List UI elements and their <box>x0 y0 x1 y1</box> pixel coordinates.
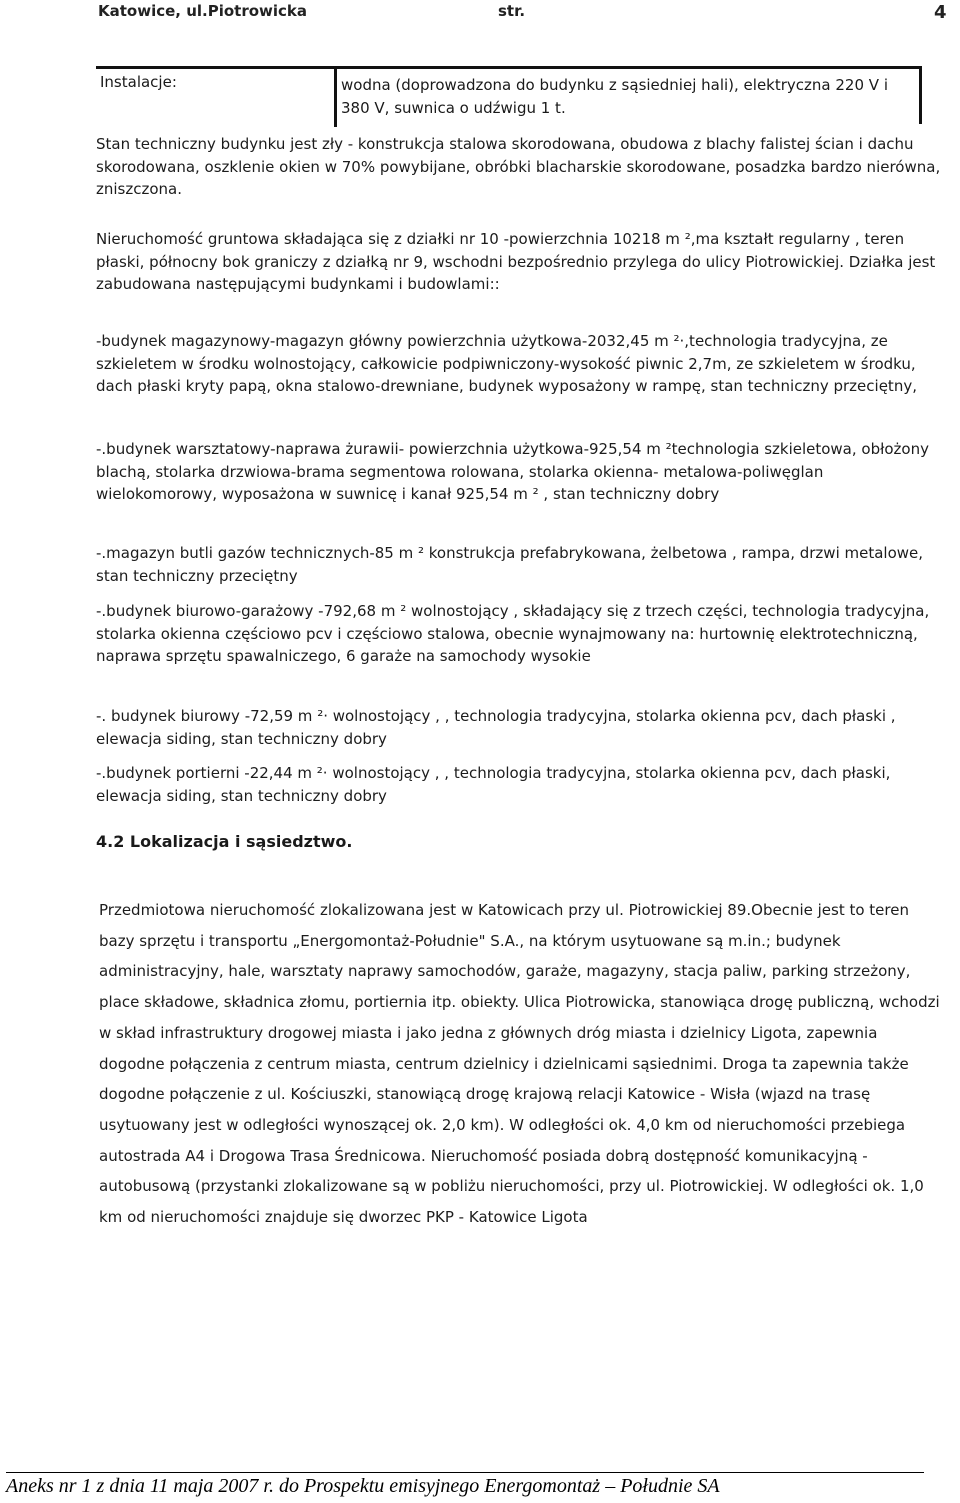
building-item: -.budynek biurowo-garażowy -792,68 m ² wolnostojący , składający się z trzech części, technologia tradycyjna, stolarka okienna częściowo pcv i częściowo stalowa, obecnie wynajmowany na: hurtownię elektrotechniczną, naprawa sprzętu spawalniczego, 6 garaże na samochody wysokie <box>96 602 930 665</box>
header-page-label: str. <box>498 2 526 20</box>
installations-label: Instalacje: <box>100 73 177 91</box>
installations-value: wodna (doprowadzona do budynku z sąsiedniej hali), elektryczna 220 V i 380 V, suwnica o udźwigu 1 t. <box>334 69 920 127</box>
footer-divider <box>6 1472 924 1473</box>
section-heading: 4.2 Lokalizacja i sąsiedztwo. <box>96 832 353 851</box>
building-item: -.budynek warsztatowy-naprawa żurawii- powierzchnia użytkowa-925,54 m ²technologia szkieletowa, obłożony blachą, stolarka drzwiowa-brama segmentowa rolowana, stolarka okienna- metalowa-poliwęglan wielokomorowy, wyposażona w suwnicę i kanał 925,54 m ² , stan techniczny dobry <box>96 440 929 503</box>
location-paragraph: Przedmiotowa nieruchomość zlokalizowana jest w Katowicach przy ul. Piotrowickiej 89.Obecnie jest to teren bazy sprzętu i transportu „Energomontaż-Południe" S.A., na którym usytuowane są m.in.; budynek administracyjny, hale, warsztaty naprawy samochodów, garaże, magazyny, stacja paliw, parking strzeżony, place składowe, składnica złomu, portiernia itp. obiekty. Ulica Piotrowicka, stanowiąca drogę publiczną, wchodzi w skład infrastruktury drogowej miasta i jako jedna z głównych dróg miasta i dzielnicy Ligota, zapewnia dogodne połączenia z centrum miasta, centrum dzielnicy i dzielnicami sąsiednimi. Droga ta zapewnia także dogodne połączenie z ul. Kościuszki, stanowiącą drogę krajową relacji Katowice - Wisła (wjazd na trasę usytuowany jest w odległości wynoszącej ok. 2,0 km). W odległości ok. 4,0 km od nieruchomości przebiega autostrada A4 i Drogowa Trasa Średnicowa. Nieruchomość posiada dobrą dostępność komunikacyjną - autobusową (przystanki zlokalizowane są w pobliżu nieruchomości, przy ul. Piotrowickiej. W odległości ok. 1,0 km od nieruchomości znajduje się dworzec PKP - Katowice Ligota <box>99 901 940 1227</box>
header-page-number: 4 <box>934 2 947 23</box>
technical-state-paragraph: Stan techniczny budynku jest zły - konstrukcja stalowa skorodowana, obudowa z blachy falistej ścian i dachu skorodowana, oszklenie okien w 70% powybijane, obróbki blacharskie skorodowane, posadzka bardzo nierówna, zniszczona. <box>96 135 941 198</box>
building-item: -.magazyn butli gazów technicznych-85 m ² konstrukcja prefabrykowana, żelbetowa , rampa, drzwi metalowe, stan techniczny przeciętny <box>96 544 924 585</box>
building-item: -.budynek portierni -22,44 m ²· wolnostojący , , technologia tradycyjna, stolarka okienna pcv, dach płaski, elewacja siding, stan techniczny dobry <box>96 764 891 805</box>
installations-table <box>96 66 922 124</box>
building-item: -budynek magazynowy-magazyn główny powierzchnia użytkowa-2032,45 m ²·,technologia tradycyjna, ze szkieletem w środku wolnostojący, całkowicie podpiwniczony-wysokość piwnic 2,7m, ze szkieletem w środku, dach płaski kryty papą, okna stalowo-drewniane, budynek wyposażony w rampę, stan techniczny przeciętny, <box>96 332 917 395</box>
header-location: Katowice, ul.Piotrowicka <box>98 2 308 20</box>
property-description-paragraph: Nieruchomość gruntowa składająca się z działki nr 10 -powierzchnia 10218 m ²,ma kształt regularny , teren płaski, północny bok graniczy z działką nr 9, wschodni bezpośrednio przylega do ulicy Piotrowickiej. Działka jest zabudowana następującymi budynkami i budowlami:: <box>96 230 936 293</box>
building-item: -. budynek biurowy -72,59 m ²· wolnostojący , , technologia tradycyjna, stolarka okienna pcv, dach płaski , elewacja siding, stan techniczny dobry <box>96 707 896 748</box>
footer-text: Aneks nr 1 z dnia 11 maja 2007 r. do Prospektu emisyjnego Energomontaż – Południe SA <box>6 1475 720 1497</box>
